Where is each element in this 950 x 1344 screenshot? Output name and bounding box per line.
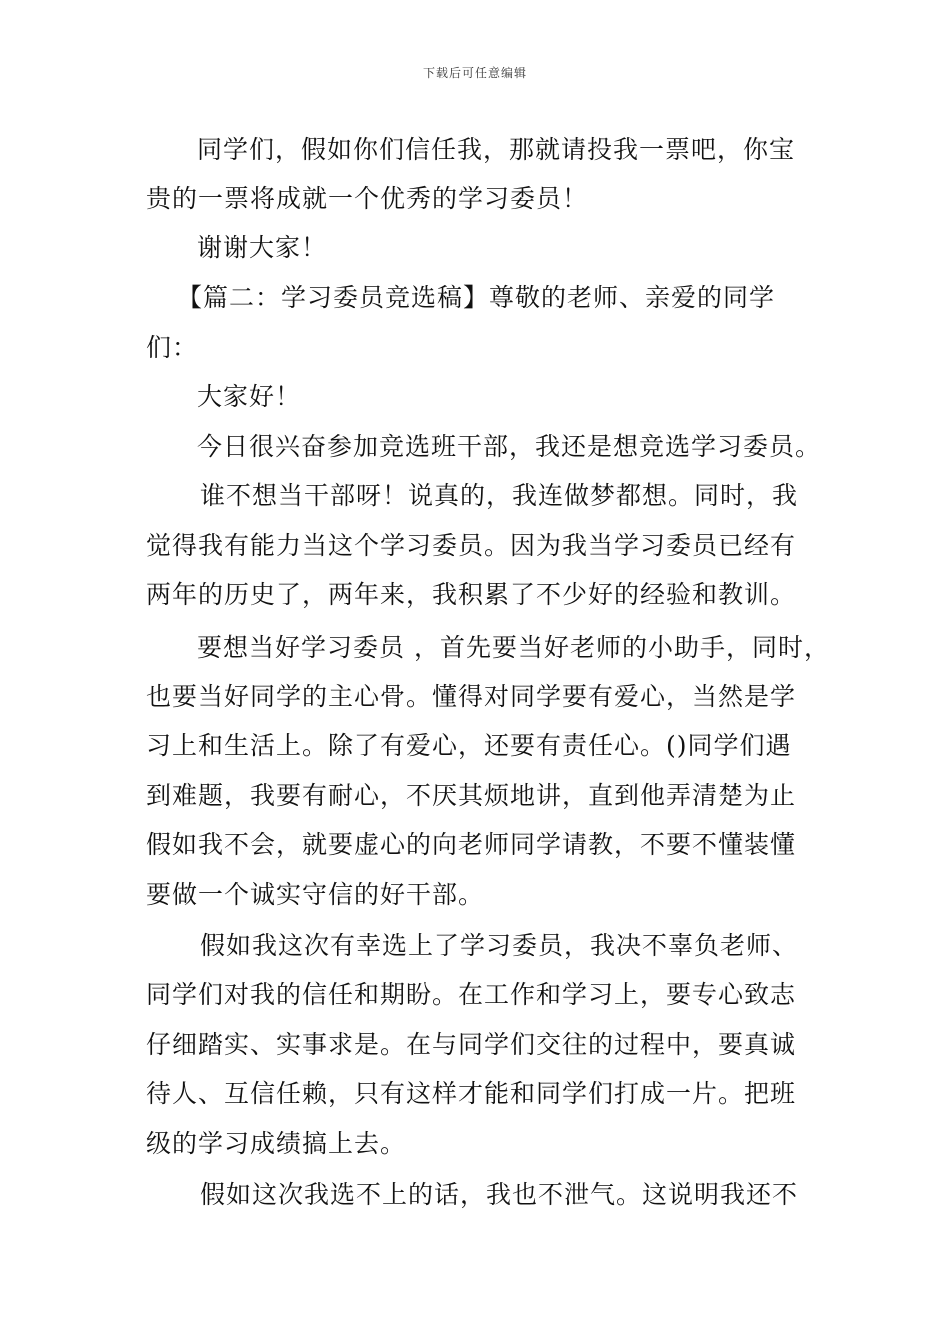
body-line: 要做一个诚实守信的好干部。 (146, 880, 485, 909)
body-line: 同学们对我的信任和期盼。在工作和学习上，要专心致志 (146, 980, 797, 1009)
body-line: 两年的历史了，两年来，我积累了不少好的经验和教训。 (146, 580, 797, 609)
body-line: 谁不想当干部呀！说真的，我连做梦都想。同时，我 (200, 481, 799, 510)
body-line: 要想当好学习委员 ，首先要当好老师的小助手，同时， (197, 633, 830, 662)
body-line: 【篇二：学习委员竞选稿】尊敬的老师、亲爱的同学 (177, 283, 776, 312)
body-line: 今日很兴奋参加竞选班干部，我还是想竞选学习委员。 (197, 432, 822, 461)
body-line: 谢谢大家！ (197, 233, 328, 262)
body-line: 待人、互信任赖，只有这样才能和同学们打成一片。把班 (146, 1079, 797, 1108)
body-line: 到难题，我要有耐心，不厌其烦地讲，直到他弄清楚为止 (146, 781, 797, 810)
body-line: 假如我不会，就要虚心的向老师同学请教，不要不懂装懂 (146, 830, 797, 859)
page-header: 下载后可任意编辑 (422, 66, 527, 80)
body-line: 也要当好同学的主心骨。懂得对同学要有爱心，当然是学 (146, 682, 797, 711)
body-line: 们： (146, 333, 199, 362)
body-line: 大家好！ (197, 382, 302, 411)
body-line: 贵的一票将成就一个优秀的学习委员！ (146, 184, 589, 213)
body-line: 假如这次我选不上的话，我也不泄气。这说明我还不 (200, 1180, 799, 1209)
body-line: 同学们，假如你们信任我，那就请投我一票吧，你宝 (197, 135, 796, 164)
body-line: 习上和生活上。除了有爱心，还要有责任心。()同学们遇 (146, 731, 792, 760)
body-line: 级的学习成绩搞上去。 (146, 1129, 407, 1158)
body-line: 假如我这次有幸选上了学习委员，我决不辜负老师、 (200, 931, 799, 960)
body-line: 觉得我有能力当这个学习委员。因为我当学习委员已经有 (146, 531, 797, 560)
body-line: 仔细踏实、实事求是。在与同学们交往的过程中，要真诚 (146, 1030, 797, 1059)
